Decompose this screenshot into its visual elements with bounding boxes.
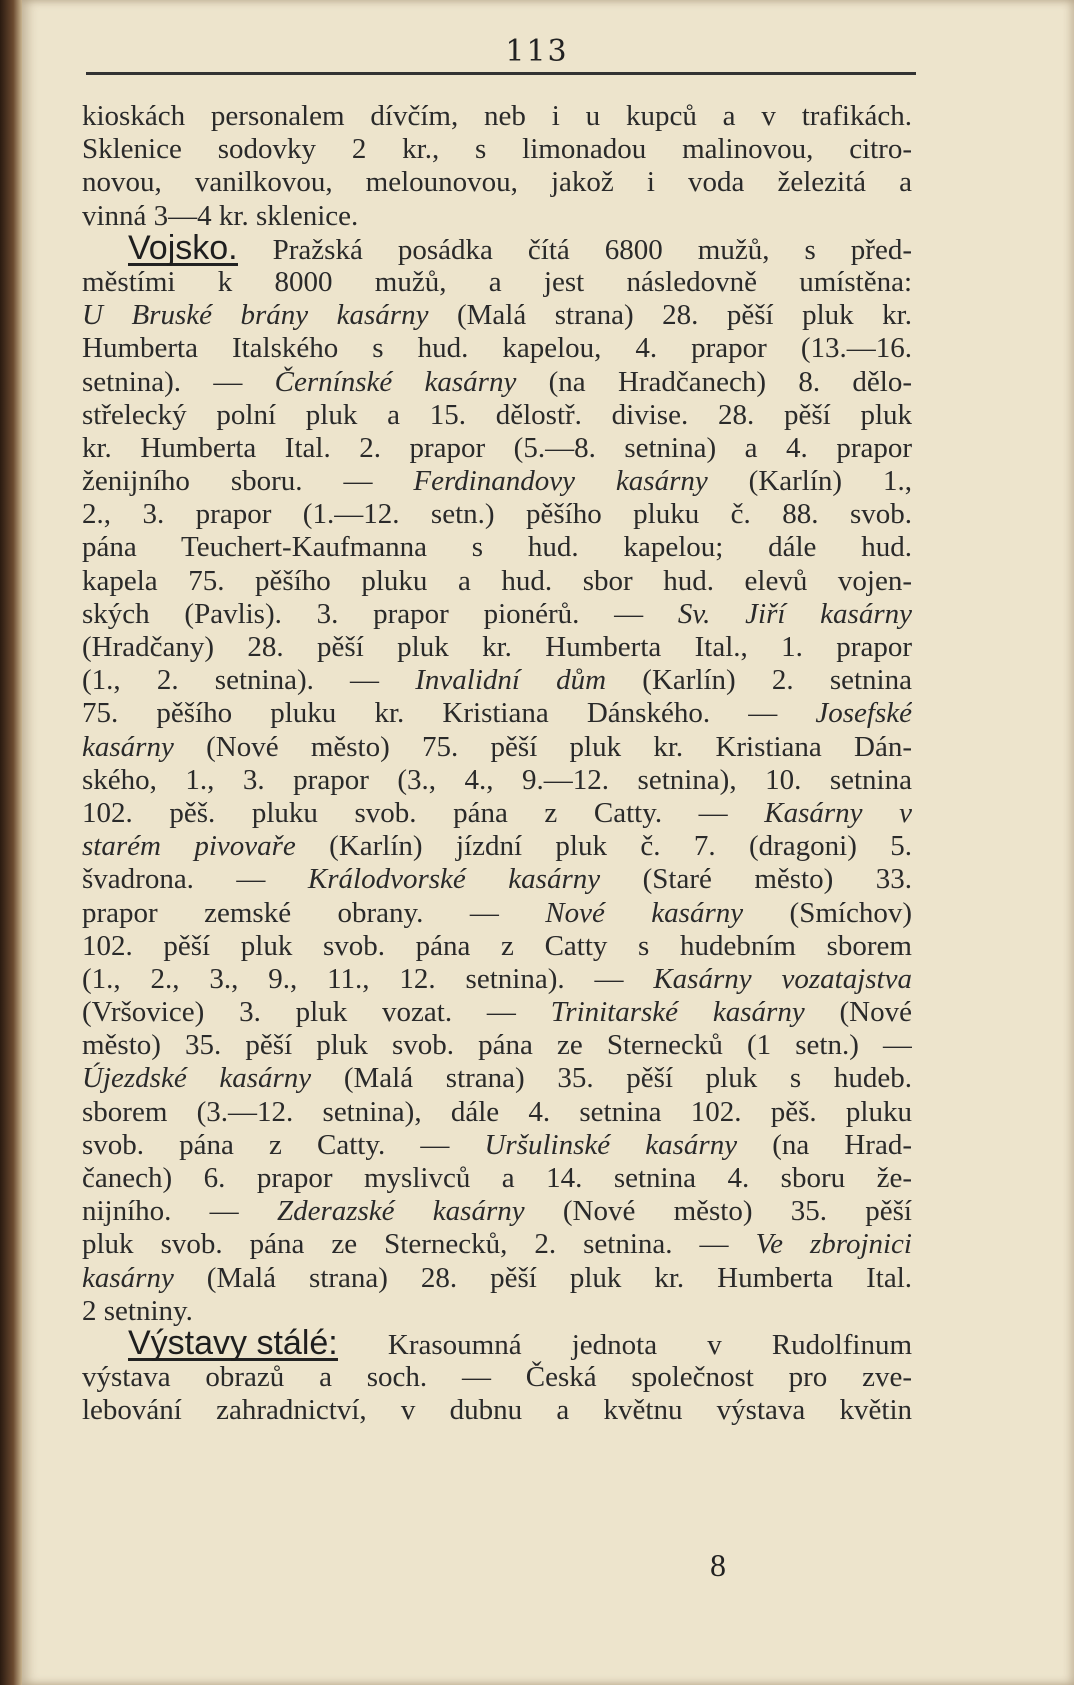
text-run: prapor zemské obrany. — <box>82 896 546 929</box>
text-line <box>82 465 912 498</box>
text-run: střelecký polní pluk a 15. dělostř. divise. 28. pěší pluk <box>82 398 912 431</box>
text-line <box>82 565 912 598</box>
text-run: kioskách personalem dívčím, neb i u kupců a v trafikách. <box>82 100 912 132</box>
text-line <box>82 598 912 631</box>
text-run: nijního. — <box>82 1195 277 1228</box>
text-run: setnina). — <box>82 365 275 398</box>
text-line <box>82 1295 912 1328</box>
text-run: sborem (3.—12. setnina), dále 4. setnina 102. pěš. pluku <box>82 1095 912 1128</box>
text-run: 75. pěšího pluku kr. Kristiana Dánského. — <box>82 697 816 730</box>
text-line <box>82 332 912 365</box>
text-line <box>82 498 912 531</box>
text-run: (Karlín) 1., <box>707 465 912 498</box>
body-text <box>82 100 912 1428</box>
place-name: Invalidní dům <box>415 664 607 697</box>
text-line <box>82 996 912 1029</box>
text-run: švadrona. — <box>82 863 308 896</box>
text-run: čanech) 6. prapor myslivců a 14. setnina 4. sboru že- <box>82 1162 912 1194</box>
text-run: (Malá strana) 28. pěší pluk kr. <box>428 299 912 332</box>
book-binding-edge <box>0 0 22 1685</box>
text-line <box>82 1162 912 1195</box>
text-run: Sklenice sodovky 2 kr., s limonadou malinovou, citro- <box>82 133 912 166</box>
text-line <box>82 1096 912 1129</box>
place-name: starém pivovaře <box>82 830 296 863</box>
text-run: 2 setniny. <box>82 1294 193 1327</box>
text-line <box>82 797 912 830</box>
text-run: (na Hradčanech) 8. dělo- <box>516 365 912 398</box>
text-run: kr. Humberta Ital. 2. prapor (5.—8. setnina) a 4. prapor <box>82 431 912 464</box>
place-name: Černínské kasárny <box>274 365 517 398</box>
place-name: Ve zbrojnici <box>755 1228 912 1261</box>
text-line <box>82 399 912 432</box>
text-line <box>82 697 912 730</box>
text-line <box>82 531 912 564</box>
place-name: Kasárny vozatajstva <box>653 962 912 995</box>
text-run: (Vršovice) 3. pluk vozat. — <box>82 996 551 1029</box>
text-line <box>82 1228 912 1261</box>
text-run: ského, 1., 3. prapor (3., 4., 9.—12. setnina), 10. setnina <box>82 763 912 796</box>
text-run: (Nové město) 35. pěší <box>524 1195 912 1228</box>
text-run: (Karlín) 2. setnina <box>606 664 912 697</box>
text-run: (Nové město) 75. pěší pluk kr. Kristiana Dán- <box>173 730 912 763</box>
text-line <box>82 166 912 199</box>
text-run: vinná 3—4 kr. sklenice. <box>82 199 359 232</box>
text-run: svob. pána z Catty. — <box>82 1128 485 1161</box>
text-run: (Smíchov) <box>743 896 912 929</box>
text-line <box>82 1328 912 1361</box>
place-name: kasárny <box>82 730 174 763</box>
text-run: (Nové <box>804 996 912 1029</box>
text-line <box>82 1029 912 1062</box>
text-line <box>82 133 912 166</box>
place-name: Sv. Jiří kasárny <box>677 597 912 630</box>
text-run: 102. pěš. pluku svob. pána z Catty. — <box>82 796 765 829</box>
text-line <box>82 1361 912 1394</box>
text-line <box>82 830 912 863</box>
place-name: kasárny <box>82 1261 174 1294</box>
place-name: Uršulinské kasárny <box>484 1128 738 1161</box>
text-run: 102. pěší pluk svob. pána z Catty s hudebním sborem <box>82 929 912 962</box>
text-line <box>82 631 912 664</box>
place-name: Zderazské kasárny <box>276 1195 525 1228</box>
text-line <box>82 233 912 266</box>
text-line <box>82 764 912 797</box>
place-name: Josefské <box>815 697 912 730</box>
text-line <box>82 963 912 996</box>
place-name: Králodvorské kasárny <box>307 863 601 896</box>
signature-mark: 8 <box>710 1547 726 1583</box>
text-run: (1., 2., 3., 9., 11., 12. setnina). — <box>82 962 654 995</box>
text-run: 2., 3. prapor (1.—12. setn.) pěšího pluku č. 88. svob. <box>82 498 912 531</box>
text-run: lebování zahradnictví, v dubnu a květnu výstava květin <box>82 1394 912 1427</box>
text-line <box>82 930 912 963</box>
text-line <box>82 664 912 697</box>
text-run: (Karlín) jízdní pluk č. 7. (dragoni) 5. <box>295 830 912 863</box>
text-line <box>82 366 912 399</box>
text-line <box>82 100 912 133</box>
text-run: (na Hrad- <box>737 1128 912 1161</box>
text-line <box>82 897 912 930</box>
place-name: U Bruské brány kasárny <box>82 299 429 332</box>
text-run: (Hradčany) 28. pěší pluk kr. Humberta Ital., 1. prapor <box>82 631 912 663</box>
text-run: (1., 2. setnina). — <box>82 664 416 697</box>
text-line <box>82 863 912 896</box>
place-name: Nové kasárny <box>545 896 744 929</box>
text-run: město) 35. pěší pluk svob. pána ze Sternecků (1 setn.) — <box>82 1029 912 1062</box>
text-run: Krasoumná jednota v Rudolfinum <box>337 1328 912 1361</box>
text-line <box>82 731 912 764</box>
text-line <box>82 432 912 465</box>
header-rule <box>86 72 916 75</box>
text-run: novou, vanilkovou, melounovou, jakož i voda železitá a <box>82 166 912 199</box>
text-run: (Malá strana) 28. pěší pluk kr. Humberta Ital. <box>173 1261 912 1294</box>
text-run: (Malá strana) 35. pěší pluk s hudeb. <box>311 1062 912 1095</box>
text-run: pána Teuchert-Kaufmanna s hud. kapelou; dále hud. <box>82 531 912 564</box>
text-run: městími k 8000 mužů, a jest následovně umístěna: <box>82 265 912 298</box>
place-name: Kasárny v <box>764 796 912 829</box>
place-name: Trinitarské kasárny <box>550 996 805 1029</box>
text-line <box>82 1062 912 1095</box>
text-line <box>82 299 912 332</box>
text-line <box>82 1262 912 1295</box>
text-line <box>82 200 912 233</box>
text-run: ských (Pavlis). 3. prapor pionérů. — <box>82 597 678 630</box>
place-name: Újezdské kasárny <box>82 1062 312 1095</box>
text-run: (Staré město) 33. <box>600 863 912 896</box>
text-run: výstava obrazů a soch. — Česká společnost pro zve- <box>82 1361 912 1394</box>
text-run: kapela 75. pěšího pluku a hud. sbor hud. elevů vojen- <box>82 564 912 597</box>
text-run: Humberta Italského s hud. kapelou, 4. prapor (13.—16. <box>82 332 912 365</box>
text-run: ženijního sboru. — <box>82 465 414 498</box>
text-line <box>82 1394 912 1427</box>
page-number: 113 <box>505 34 569 69</box>
section-heading: Vojsko. <box>128 232 238 266</box>
place-name: Ferdinandovy kasárny <box>413 465 708 498</box>
section-heading: Výstavy stálé: <box>128 1327 338 1362</box>
text-run: Pražská posádka čítá 6800 mužů, s před- <box>237 233 912 266</box>
text-run: pluk svob. pána ze Sternecků, 2. setnina. — <box>82 1228 756 1261</box>
text-line <box>82 1195 912 1228</box>
text-line <box>82 1129 912 1162</box>
text-line <box>82 266 912 299</box>
